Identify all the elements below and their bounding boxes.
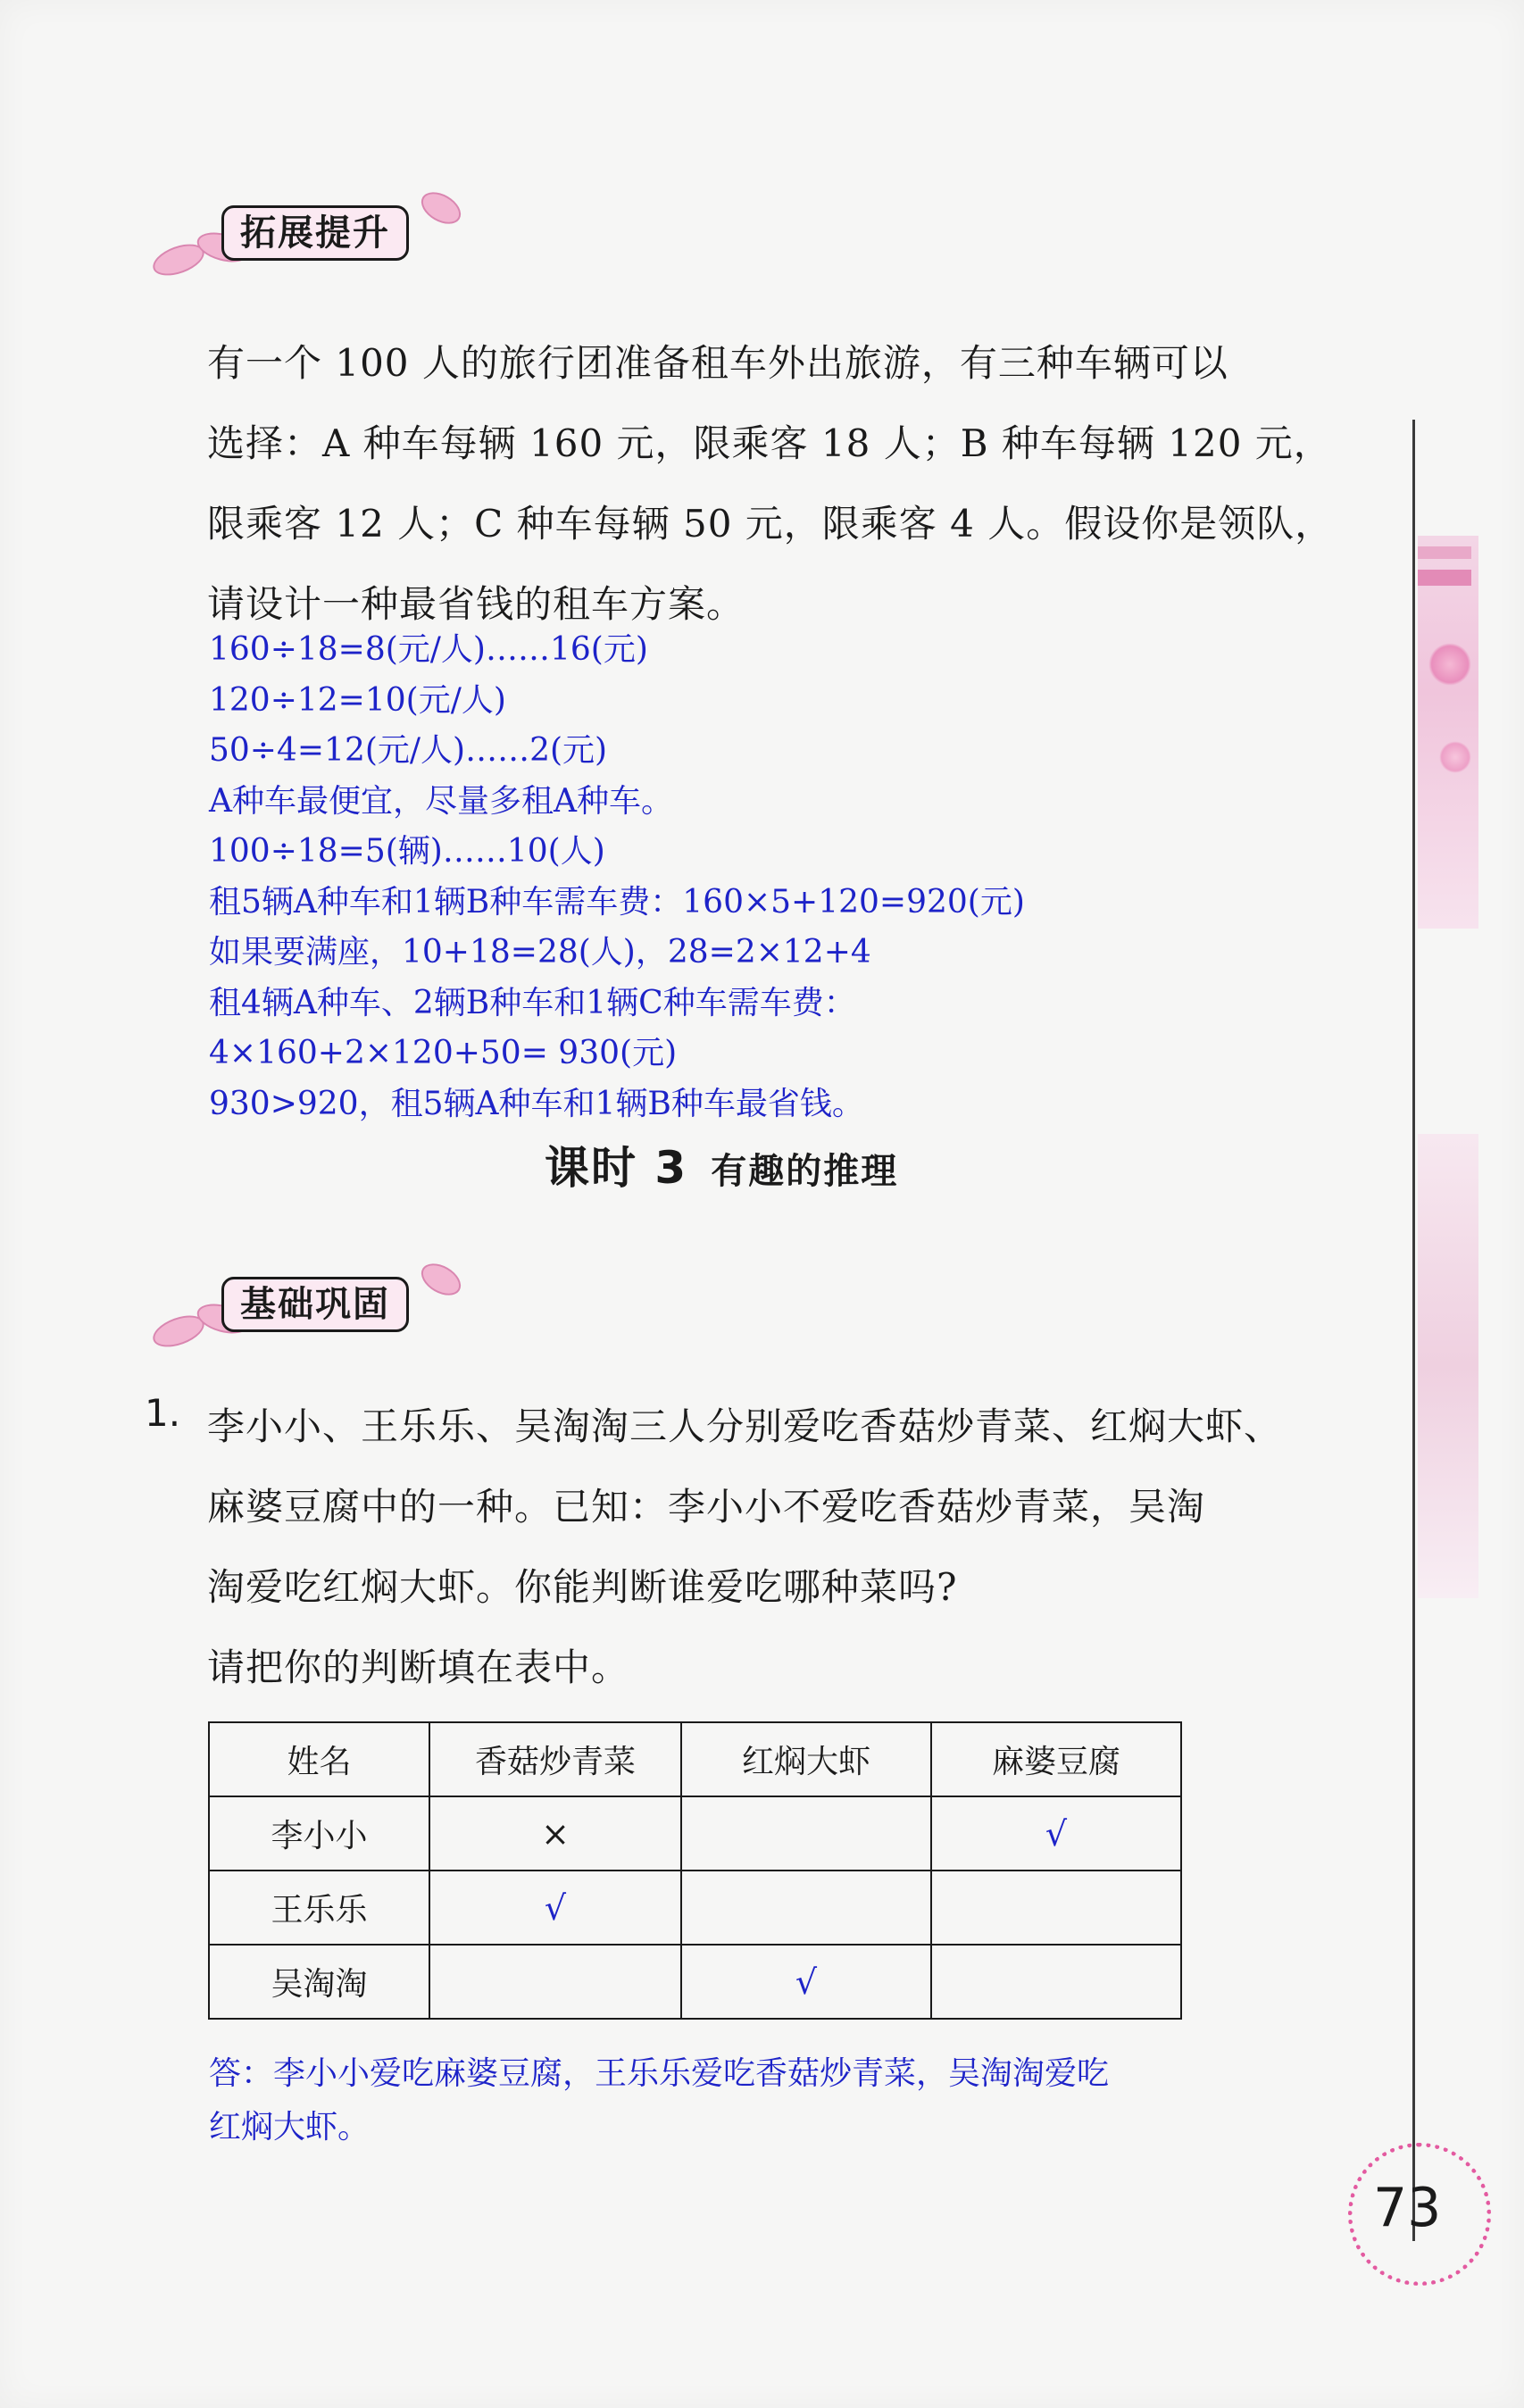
answer-line: 4×160+2×120+50= 930(元)	[209, 1035, 678, 1071]
problem-line: 有一个 100 人的旅行团准备租车外出旅游，有三种车辆可以	[207, 341, 1228, 385]
section-banner-label: 拓展提升	[221, 205, 409, 261]
question-line: 请把你的判断填在表中。	[207, 1646, 630, 1689]
margin-decoration-top	[1418, 536, 1478, 929]
answer-line: 930>920，租5辆A种车和1辆B种车最省钱。	[209, 1085, 864, 1122]
table-header: 麻婆豆腐	[931, 1722, 1181, 1796]
problem-line: 请设计一种最省钱的租车方案。	[207, 582, 745, 626]
question-number: 1.	[145, 1391, 181, 1435]
lesson-number: 课时 3	[545, 1142, 688, 1194]
table-row	[209, 1796, 1181, 1871]
table-cell	[681, 1796, 931, 1871]
answer-line: 120÷12=10(元/人)	[209, 681, 506, 719]
flower-icon	[1428, 643, 1471, 686]
table-header-row	[209, 1722, 1181, 1796]
flower-icon	[1439, 741, 1471, 773]
answer-line: 50÷4=12(元/人)……2(元)	[209, 732, 608, 769]
table-cell: √	[681, 1945, 931, 2019]
table-cell	[681, 1871, 931, 1945]
table-cell-name: 吴淘淘	[209, 1945, 429, 2019]
problem-line: 限乘客 12 人；C 种车每辆 50 元，限乘客 4 人。假设你是领队，	[207, 502, 1334, 546]
section-banner-label: 基础巩固	[221, 1277, 409, 1332]
margin-band	[1418, 546, 1471, 559]
extension-answer	[209, 625, 1025, 1129]
table-header: 香菇炒青菜	[429, 1722, 681, 1796]
section-banner-basic	[152, 1266, 509, 1346]
page-number-badge	[1348, 2143, 1491, 2286]
question1-answer	[209, 2047, 1280, 2154]
question1-text	[207, 1387, 1332, 1708]
table-row	[209, 1945, 1181, 2019]
table-cell: √	[429, 1871, 681, 1945]
answer-line: A种车最便宜，尽量多租A种车。	[209, 782, 673, 820]
answer-line: 160÷18=8(元/人)……16(元)	[209, 631, 648, 668]
question-line: 李小小、王乐乐、吴淘淘三人分别爱吃香菇炒青菜、红焖大虾、	[207, 1404, 1283, 1448]
problem-line: 选择：A 种车每辆 160 元，限乘客 18 人；B 种车每辆 120 元，	[207, 421, 1332, 465]
table-cell	[429, 1945, 681, 2019]
table-cell: √	[931, 1796, 1181, 1871]
table-header: 姓名	[209, 1722, 429, 1796]
table-cell	[931, 1871, 1181, 1945]
question-line: 麻婆豆腐中的一种。已知：李小小不爱吃香菇炒青菜，吴淘	[207, 1485, 1206, 1529]
answer-line: 红焖大虾。	[209, 2109, 371, 2146]
answer-line: 租5辆A种车和1辆B种车需车费：160×5+120=920(元)	[209, 883, 1025, 921]
judgment-table	[208, 1721, 1182, 2020]
margin-decoration-bottom	[1418, 1134, 1478, 1598]
lesson-subtitle: 有趣的推理	[711, 1150, 899, 1192]
extension-problem	[207, 323, 1332, 645]
table-row	[209, 1871, 1181, 1945]
table-cell-name: 李小小	[209, 1796, 429, 1871]
table-header: 红焖大虾	[681, 1722, 931, 1796]
table-cell	[931, 1945, 1181, 2019]
margin-band	[1418, 570, 1471, 586]
lesson-title	[545, 1132, 898, 1196]
table-cell-name: 王乐乐	[209, 1871, 429, 1945]
table-cell: ×	[429, 1796, 681, 1871]
answer-line: 租4辆A种车、2辆B种车和1辆C种车需车费：	[209, 984, 856, 1021]
answer-line: 如果要满座，10+18=28(人)，28=2×12+4	[209, 934, 871, 971]
answer-line: 答：李小小爱吃麻婆豆腐，王乐乐爱吃香菇炒青菜，吴淘淘爱吃	[209, 2055, 1110, 2092]
question-line: 淘爱吃红焖大虾。你能判断谁爱吃哪种菜吗?	[207, 1565, 958, 1609]
page-number: 73	[1373, 2177, 1442, 2239]
margin-rule	[1412, 420, 1415, 2241]
answer-line: 100÷18=5(辆)……10(人)	[209, 833, 605, 870]
section-banner-extension	[152, 195, 509, 275]
